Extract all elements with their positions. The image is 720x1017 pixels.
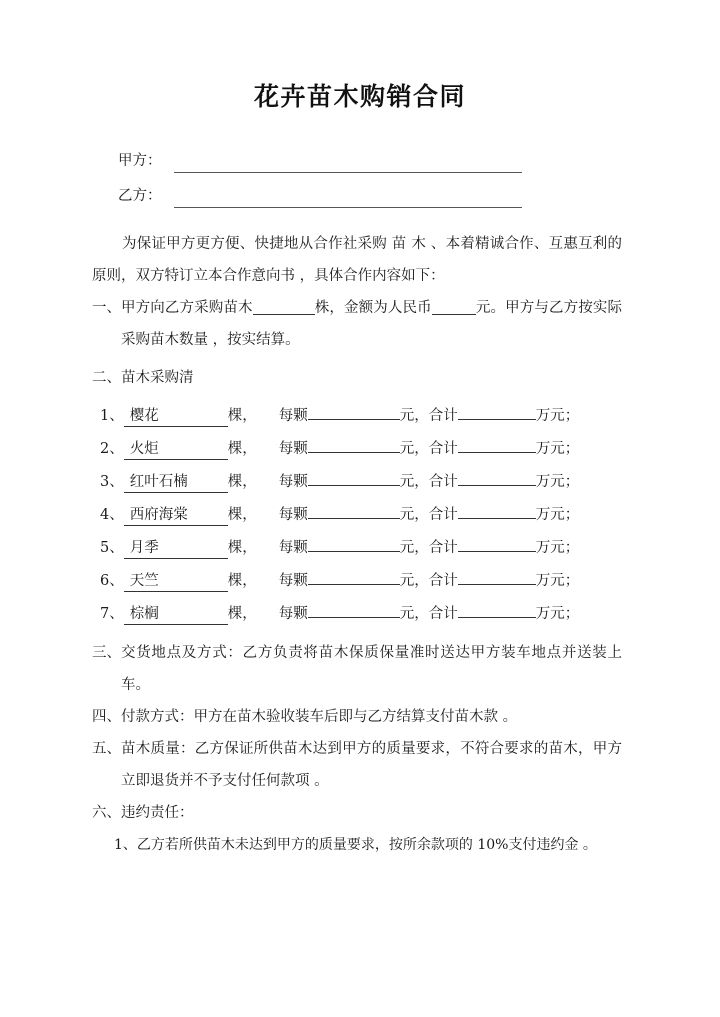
clause-two-body: 苗木采购清 (121, 370, 194, 386)
purchase-item-index: 3、 (100, 474, 124, 490)
purchase-item-row (92, 532, 622, 565)
purchase-item-species[interactable]: 天竺 (124, 570, 228, 592)
purchase-item-wan-label: 万元； (535, 540, 580, 556)
purchase-item-total-label: 合计 (428, 507, 458, 523)
purchase-item-unit-label: 棵， (227, 606, 257, 622)
clause-four-body: 付款方式：甲方在苗木验收装车后即与乙方结算支付苗木款 。 (121, 709, 518, 725)
purchase-item-unit-label: 棵， (227, 408, 257, 424)
purchase-item-yuan-label: 元， (399, 441, 429, 457)
clause-two (92, 362, 622, 394)
purchase-item-unit-price-blank[interactable] (308, 503, 400, 519)
purchase-item-each-label: 每颗 (278, 606, 308, 622)
purchase-item-total-blank[interactable] (458, 470, 536, 486)
clause-six (92, 797, 622, 829)
purchase-item-yuan-label: 元， (399, 408, 429, 424)
purchase-item-unit-price-blank[interactable] (308, 536, 400, 552)
purchase-item-row (92, 499, 622, 532)
purchase-item-row (92, 433, 622, 466)
purchase-item-row (92, 400, 622, 433)
purchase-item-list (92, 400, 622, 631)
clause-one-number: 一、 (92, 300, 121, 316)
purchase-item-unit-label: 棵， (227, 474, 257, 490)
purchase-item-species[interactable]: 火炬 (124, 438, 228, 460)
clause-one-text-a: 甲方向乙方采购苗木 (121, 300, 253, 316)
purchase-item-wan-label: 万元； (535, 474, 580, 490)
purchase-item-unit-label: 棵， (227, 573, 257, 589)
purchase-item-each-label: 每颗 (278, 507, 308, 523)
purchase-item-unit-label: 棵， (227, 540, 257, 556)
purchase-item-index: 7、 (100, 606, 124, 622)
purchase-item-row (92, 565, 622, 598)
purchase-item-total-blank[interactable] (458, 602, 536, 618)
purchase-item-wan-label: 万元； (535, 573, 580, 589)
purchase-item-total-label: 合计 (428, 408, 458, 424)
party-a-input-line[interactable] (174, 155, 522, 173)
purchase-item-index: 6、 (100, 573, 124, 589)
clause-five (92, 733, 622, 797)
purchase-item-total-blank[interactable] (458, 503, 536, 519)
purchase-item-index: 5、 (100, 540, 124, 556)
purchase-item-each-label: 每颗 (278, 540, 308, 556)
purchase-item-total-blank[interactable] (458, 404, 536, 420)
purchase-item-yuan-label: 元， (399, 507, 429, 523)
purchase-item-unit-label: 棵， (227, 441, 257, 457)
party-row-b (118, 173, 720, 208)
clause-six-body: 违约责任： (121, 805, 194, 821)
purchase-item-total-label: 合计 (428, 441, 458, 457)
party-a-label: 甲方： (118, 152, 162, 169)
purchase-item-yuan-label: 元， (399, 474, 429, 490)
purchase-item-unit-price-blank[interactable] (308, 602, 400, 618)
party-row-a (118, 138, 720, 173)
purchase-item-total-blank[interactable] (458, 536, 536, 552)
clause-one-text-b: 株，金额为人民币 (314, 300, 432, 316)
purchase-item-row (92, 466, 622, 499)
purchase-item-total-blank[interactable] (458, 569, 536, 585)
purchase-item-yuan-label: 元， (399, 606, 429, 622)
purchase-item-species[interactable]: 红叶石楠 (124, 471, 228, 493)
purchase-item-total-label: 合计 (428, 573, 458, 589)
clause-one (92, 292, 622, 356)
purchase-item-species[interactable]: 西府海棠 (124, 504, 228, 526)
purchase-item-total-label: 合计 (428, 606, 458, 622)
clause-one-text-c: 元。甲方与乙方按实际采购苗木数量 ，按实结算。 (121, 300, 622, 348)
purchase-item-wan-label: 万元； (535, 606, 580, 622)
purchase-item-wan-label: 万元； (535, 408, 580, 424)
clause-four-number: 四、 (92, 709, 121, 725)
purchase-item-each-label: 每颗 (278, 408, 308, 424)
purchase-item-wan-label: 万元； (535, 507, 580, 523)
breach-sub-item: 1、乙方若所供苗木未达到甲方的质量要求，按所余款项的 10%支付违约金 。 (114, 837, 597, 853)
purchase-item-species[interactable]: 月季 (124, 537, 228, 559)
clause-five-number: 五、 (92, 741, 121, 757)
purchase-item-total-label: 合计 (428, 474, 458, 490)
purchase-item-each-label: 每颗 (278, 573, 308, 589)
clause-six-number: 六、 (92, 805, 121, 821)
purchase-item-row (92, 598, 622, 631)
clause-one-amount-blank[interactable] (432, 299, 476, 315)
purchase-item-wan-label: 万元； (535, 441, 580, 457)
breach-sub-item-list (92, 829, 622, 861)
purchase-item-index: 1、 (100, 408, 124, 424)
purchase-item-yuan-label: 元， (399, 540, 429, 556)
purchase-item-unit-price-blank[interactable] (308, 569, 400, 585)
purchase-item-unit-price-blank[interactable] (308, 470, 400, 486)
clause-one-body (121, 292, 622, 356)
purchase-item-each-label: 每颗 (278, 441, 308, 457)
purchase-item-total-label: 合计 (428, 540, 458, 556)
clause-four (92, 701, 622, 733)
clause-one-quantity-blank[interactable] (253, 299, 315, 315)
clause-five-body: 苗木质量：乙方保证所供苗木达到甲方的质量要求，不符合要求的苗木，甲方立即退货并不予支付任何款项 。 (121, 741, 622, 789)
document-body (0, 222, 720, 861)
party-block (0, 138, 720, 208)
page-title: 花卉苗木购销合同 (253, 82, 466, 111)
purchase-item-yuan-label: 元， (399, 573, 429, 589)
party-b-label: 乙方： (118, 187, 162, 204)
clause-two-number: 二、 (92, 370, 121, 386)
purchase-item-unit-price-blank[interactable] (308, 437, 400, 453)
purchase-item-index: 2、 (100, 441, 124, 457)
purchase-item-unit-price-blank[interactable] (308, 404, 400, 420)
purchase-item-each-label: 每颗 (278, 474, 308, 490)
purchase-item-index: 4、 (100, 507, 124, 523)
clause-three (92, 637, 622, 701)
clause-three-number: 三、 (92, 645, 121, 661)
purchase-item-species[interactable]: 樱花 (124, 405, 228, 427)
intro-paragraph: 为保证甲方更方便、快捷地从合作社采购 苗 木 、本着精诚合作、互惠互利的原则，双方特订立本合作意向书 ，具体合作内容如下： (92, 236, 622, 284)
purchase-item-unit-label: 棵， (227, 507, 257, 523)
clause-three-body: 交货地点及方式：乙方负责将苗木保质保量准时送达甲方装车地点并送装上车。 (121, 645, 622, 693)
purchase-item-species[interactable]: 棕榈 (124, 603, 228, 625)
party-b-input-line[interactable] (174, 190, 522, 208)
purchase-item-total-blank[interactable] (458, 437, 536, 453)
